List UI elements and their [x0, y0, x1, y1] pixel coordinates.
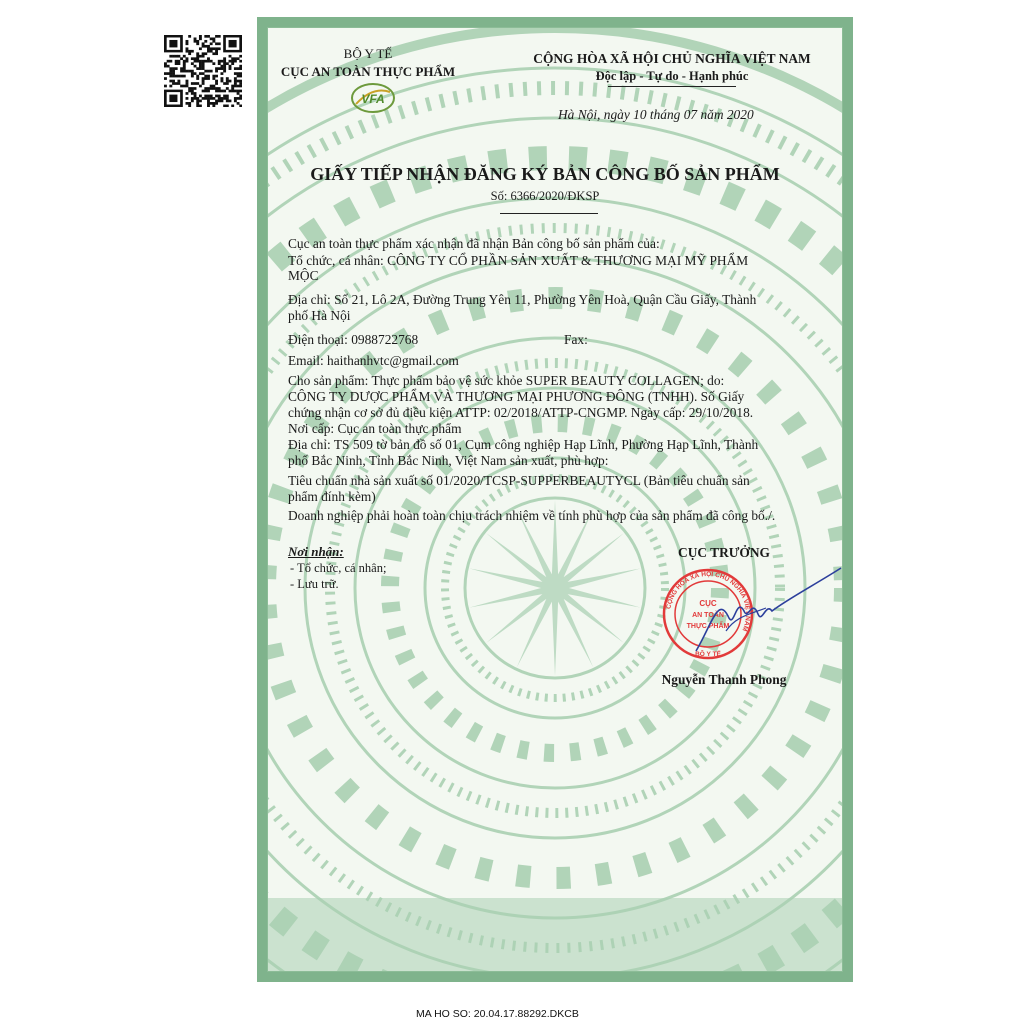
- signer-name: Nguyễn Thanh Phong: [661, 672, 787, 687]
- svg-text:AN TOÀN: AN TOÀN: [692, 612, 724, 619]
- issue-date: Hà Nội, ngày 10 tháng 07 năm 2020: [558, 107, 754, 122]
- fax-line: Fax:: [564, 332, 588, 347]
- motto-underline: [608, 86, 736, 87]
- certificate-paper: [267, 27, 843, 972]
- recipient-item: - Tổ chức, cá nhân;: [290, 561, 387, 575]
- body-line: Tổ chức, cá nhân: CÔNG TY CỔ PHẦN SẢN XUẤT & THƯƠNG MẠI MỸ PHẨM: [288, 253, 749, 268]
- document-number: Số: 6366/2020/ĐKSP: [490, 189, 600, 203]
- body-line: chứng nhận cơ sở đủ điều kiện ATTP: 02/2018/ATTP-CNGMP. Ngày cấp: 29/10/2018.: [288, 405, 754, 420]
- national-motto: Độc lập - Tự do - Hạnh phúc: [595, 69, 749, 83]
- email-line: Email: haithanhvtc@gmail.com: [288, 353, 459, 368]
- vfa-logo: [350, 82, 396, 114]
- ministry-name: BỘ Y TẾ: [343, 46, 393, 61]
- body-line: phố Bắc Ninh, Tỉnh Bắc Ninh, Việt Nam sản xuất, phù hợp:: [288, 453, 609, 468]
- dossier-code: MA HO SO: 20.04.17.88292.DKCB: [416, 1008, 579, 1020]
- body-line: phẩm đính kèm): [288, 489, 376, 504]
- document-title: GIẤY TIẾP NHẬN ĐĂNG KÝ BẢN CÔNG BỐ SẢN PHẨM: [310, 164, 780, 184]
- body-line: MỘC: [288, 268, 319, 283]
- svg-text:BỘ Y TẾ: BỘ Y TẾ: [695, 651, 721, 658]
- phone-line: Điện thoại: 0988722768: [288, 332, 419, 347]
- body-line: Cho sản phẩm: Thực phẩm bảo vệ sức khỏe SUPER BEAUTY COLLAGEN; do:: [288, 373, 725, 388]
- signer-position: CỤC TRƯỞNG: [678, 545, 770, 560]
- body-line: CÔNG TY DƯỢC PHẨM VÀ THƯƠNG MẠI PHƯƠNG ĐÔNG (TNHH). Số Giấy: [288, 389, 745, 404]
- country-name: CỘNG HÒA XÃ HỘI CHỦ NGHĨA VIỆT NAM: [533, 51, 811, 66]
- official-seal: [656, 556, 843, 666]
- body-line: Cục an toàn thực phẩm xác nhận đã nhận Bản công bố sản phẩm của:: [288, 236, 660, 251]
- certificate-frame: [257, 17, 853, 982]
- title-underline: [500, 213, 598, 214]
- body-line: Địa chỉ: Số 21, Lô 2A, Đường Trung Yên 11, Phường Yên Hoà, Quận Cầu Giấy, Thành: [288, 292, 757, 307]
- svg-text:THỰC PHẨM: THỰC PHẨM: [686, 623, 730, 630]
- svg-text:VFA: VFA: [361, 92, 385, 106]
- body-line: phố Hà Nội: [288, 308, 351, 323]
- svg-text:CỘNG HÒA XÃ HỘI CHỦ NGHĨA VIỆT: CỘNG HÒA XÃ HỘI CHỦ NGHĨA VIỆT NAM: [665, 570, 752, 633]
- qr-code: [164, 35, 242, 107]
- recipient-item: - Lưu trữ.: [290, 577, 339, 591]
- agency-name: CỤC AN TOÀN THỰC PHẨM: [280, 64, 456, 79]
- recipients-heading: Nơi nhận:: [288, 544, 344, 559]
- body-line: Tiêu chuẩn nhà sản xuất số 01/2020/TCSP-SUPPERBEAUTYCL (Bản tiêu chuẩn sản: [288, 473, 750, 488]
- body-line: Địa chỉ: TS 509 tờ bản đồ số 01, Cụm công nghiệp Hạp Lĩnh, Phường Hạp Lĩnh, Thành: [288, 437, 759, 452]
- body-line: Nơi cấp: Cục an toàn thực phẩm: [288, 421, 462, 436]
- body-line: Doanh nghiệp phải hoàn toàn chịu trách nhiệm về tính phù hợp của sản phẩm đã công bố./.: [288, 508, 776, 523]
- svg-text:CỤC: CỤC: [699, 599, 717, 608]
